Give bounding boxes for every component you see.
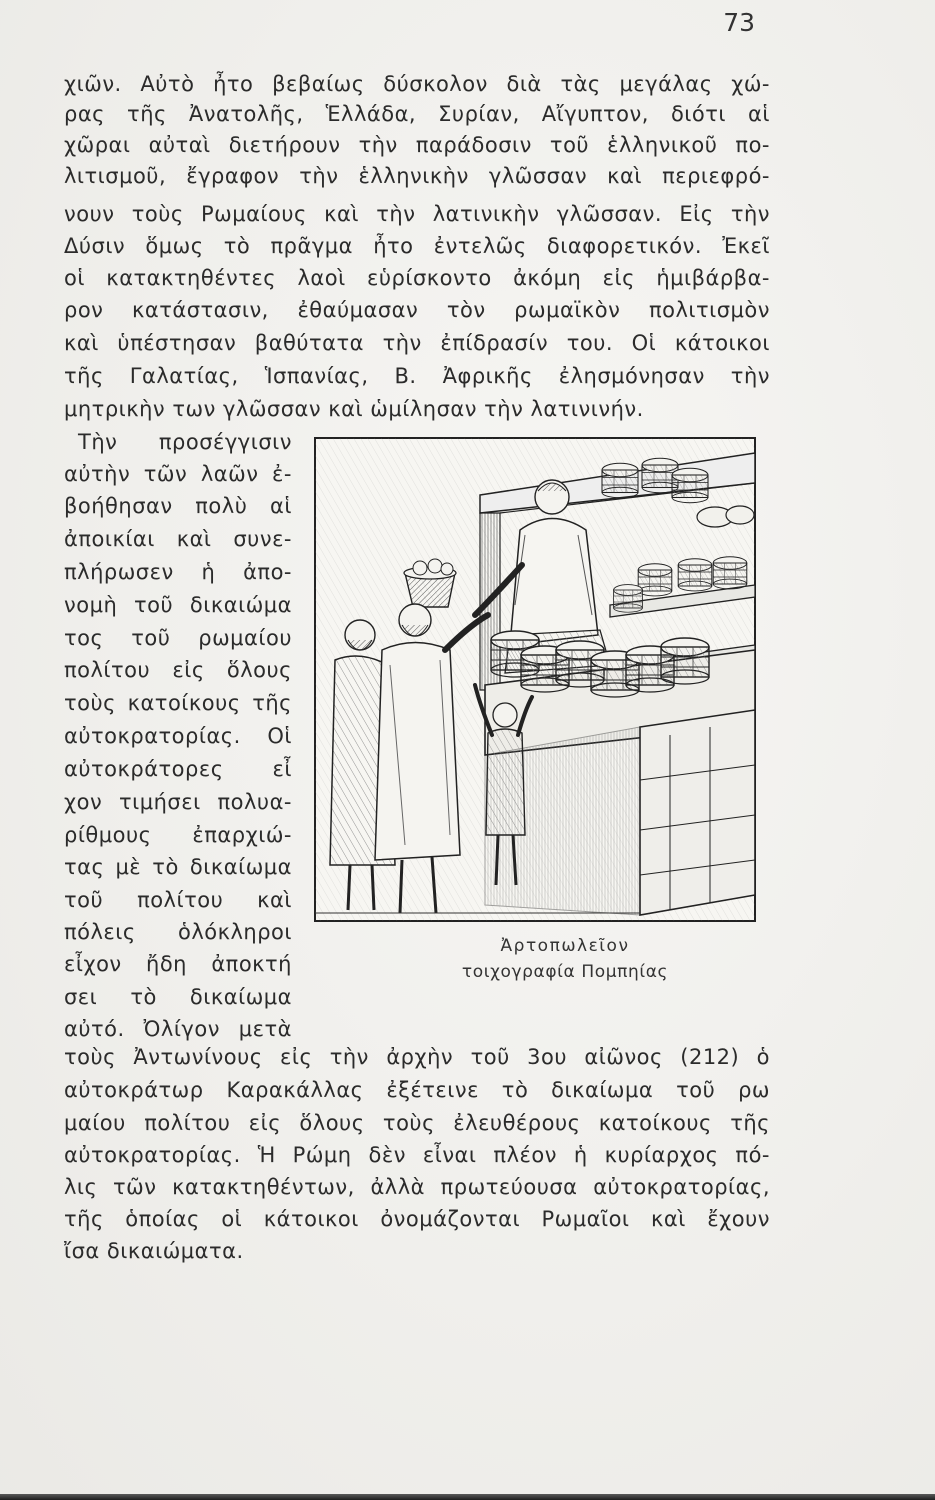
text-line: τοὺς κατοίκους τῆς xyxy=(64,691,292,715)
text-line: αὐτοκράτορες εἶ xyxy=(64,757,292,781)
text-line: τῆς ὁποίας οἱ κάτοικοι ὀνομάζονται Ρωμαῖοι καὶ ἔχουν xyxy=(64,1207,770,1231)
text-line: μαίου πολίτου εἰς ὅλους τοὺς ἐλευθέρους κατοίκους τῆς xyxy=(64,1111,770,1135)
text-line: τοὺς Ἀντωνίνους εἰς τὴν ἀρχὴν τοῦ 3ου αἰῶνος (212) ὁ xyxy=(64,1045,770,1069)
text-line: αὐτοκρατορίας. Οἱ xyxy=(64,724,292,748)
text-line: τας μὲ τὸ δικαίωμα xyxy=(64,855,292,879)
page-bottom-edge xyxy=(0,1494,935,1500)
text-line: βοήθησαν πολὺ αἱ xyxy=(64,494,292,518)
text-line: αὐτὴν τῶν λαῶν ἐ- xyxy=(64,462,292,486)
text-line: νομὴ τοῦ δικαιώμα xyxy=(64,593,292,617)
text-line: χῶραι αὐταὶ διετήρουν τὴν παράδοσιν τοῦ ἑλληνικοῦ πο- xyxy=(64,133,770,157)
text-line: πόλεις ὁλόκληροι xyxy=(64,920,292,944)
text-line: τῆς Γαλατίας, Ἱσπανίας, Β. Ἀφρικῆς ἐλησμόνησαν τὴν xyxy=(64,364,770,388)
text-line: Δύσιν ὅμως τὸ πρᾶγμα ἦτο ἐντελῶς διαφορετικόν. Ἐκεῖ xyxy=(64,234,770,258)
text-line: αὐτοκρατορίας. Ἡ Ρώμη δὲν εἶναι πλέον ἡ κυρίαρχος πό- xyxy=(64,1143,770,1167)
text-line: Τὴν προσέγγισιν xyxy=(78,430,292,454)
text-line: μητρικὴν των γλῶσσαν καὶ ὡμίλησαν τὴν λατινινήν. xyxy=(64,397,644,421)
text-line: πολίτου εἰς ὅλους xyxy=(64,658,292,682)
text-line: τοῦ πολίτου καὶ xyxy=(64,888,292,912)
text-line: ἀποικίαι καὶ συνε- xyxy=(64,527,292,551)
text-line: λις τῶν κατακτηθέντων, ἀλλὰ πρωτεύουσα αὐτοκρατορίας, xyxy=(64,1175,770,1199)
text-line: λιτισμοῦ, ἔγραφον τὴν ἑλληνικὴν γλῶσσαν καὶ περιεφρό- xyxy=(64,164,770,188)
text-line: νουν τοὺς Ρωμαίους καὶ τὴν λατινικὴν γλῶσσαν. Εἰς τὴν xyxy=(64,202,770,226)
figure-caption-title: Ἀρτοπωλεῖον xyxy=(500,936,630,956)
text-line: ἴσα δικαιώματα. xyxy=(64,1239,244,1263)
text-line: οἱ κατακτηθέντες λαοὶ εὑρίσκοντο ἀκόμη εἰς ἡμιβάρβα- xyxy=(64,266,770,290)
bakery-illustration xyxy=(310,435,762,925)
text-line: αὐτό. Ὀλίγον μετὰ xyxy=(64,1017,292,1041)
text-line: τος τοῦ ρωμαίου xyxy=(64,626,292,650)
text-line: χιῶν. Αὐτὸ ἦτο βεβαίως δύσκολον διὰ τὰς μεγάλας χώ- xyxy=(64,72,770,96)
figure-caption-subtitle: τοιχογραφία Πομπηίας xyxy=(461,962,669,982)
text-line: πλήρωσεν ἡ ἀπο- xyxy=(64,560,292,584)
text-line: χον τιμήσει πολυα- xyxy=(64,790,292,814)
text-line: καὶ ὑπέστησαν βαθύτατα τὴν ἐπίδρασίν του. Οἱ κάτοικοι xyxy=(64,331,770,355)
text-line: ρίθμους ἐπαρχιώ- xyxy=(64,823,292,847)
text-line: ρας τῆς Ἀνατολῆς, Ἑλλάδα, Συρίαν, Αἴγυπτον, διότι αἱ xyxy=(64,102,770,126)
text-line: αὐτοκράτωρ Καρακάλλας ἐξέτεινε τὸ δικαίωμα τοῦ ρω xyxy=(64,1078,770,1102)
text-line: ρον κατάστασιν, ἐθαύμασαν τὸν ρωμαϊκὸν πολιτισμὸν xyxy=(64,298,770,322)
page-number: 73 xyxy=(723,8,755,37)
text-line: σει τὸ δικαίωμα xyxy=(64,985,292,1009)
text-line: εἶχον ἤδη ἀποκτή xyxy=(64,952,292,976)
